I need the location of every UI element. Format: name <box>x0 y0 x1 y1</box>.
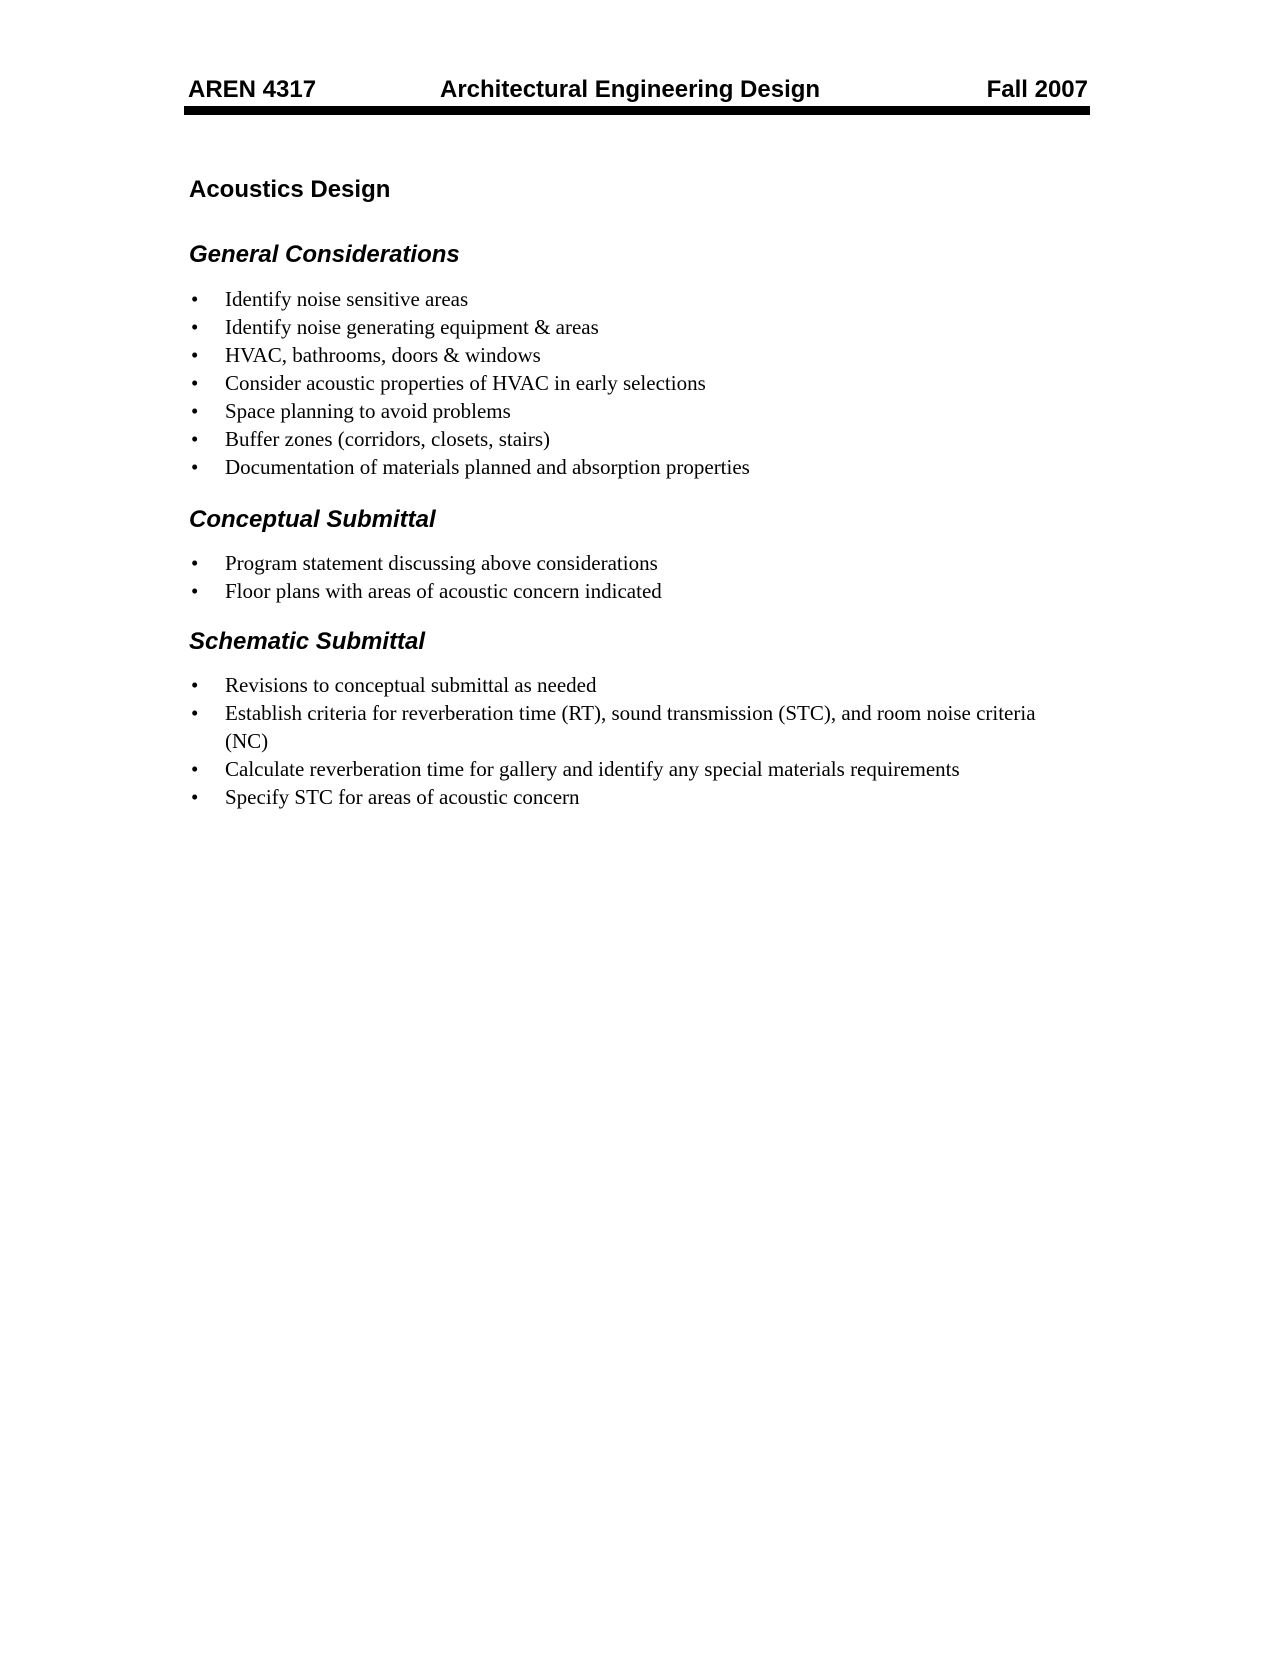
bullet-icon: • <box>191 579 199 603</box>
list-item <box>189 671 1089 699</box>
bullet-icon: • <box>191 399 199 423</box>
list-item-text: Space planning to avoid problems <box>225 399 511 423</box>
list-item-text: Establish criteria for reverberation time (RT), sound transmission (STC), and room noise criteria (NC) <box>225 701 1036 753</box>
bullet-icon: • <box>191 551 199 575</box>
course-code: AREN 4317 <box>188 76 317 103</box>
list-item-text: Documentation of materials planned and absorption properties <box>225 455 750 479</box>
list-item <box>189 313 1089 341</box>
general-considerations-list <box>189 285 1089 481</box>
list-item <box>189 397 1089 425</box>
list-item-text: Identify noise generating equipment & areas <box>225 315 599 339</box>
section-heading-conceptual-submittal: Conceptual Submittal <box>189 506 436 533</box>
list-item-text: Specify STC for areas of acoustic concern <box>225 785 580 809</box>
list-item <box>189 549 1089 577</box>
list-item <box>189 755 1089 783</box>
list-item-text: Calculate reverberation time for gallery and identify any special materials requirements <box>225 757 960 781</box>
list-item <box>189 341 1089 369</box>
list-item <box>189 285 1089 313</box>
course-title: Architectural Engineering Design <box>440 76 821 103</box>
bullet-icon: • <box>191 673 199 697</box>
list-item-text: Buffer zones (corridors, closets, stairs) <box>225 427 551 451</box>
page-header <box>188 72 1088 108</box>
conceptual-submittal-list <box>189 549 1089 605</box>
list-item <box>189 699 1055 755</box>
list-item-text: Program statement discussing above considerations <box>225 551 658 575</box>
bullet-icon: • <box>191 343 199 367</box>
list-item <box>189 369 1089 397</box>
schematic-submittal-list <box>189 671 1089 811</box>
list-item-text: Consider acoustic properties of HVAC in early selections <box>225 371 706 395</box>
bullet-icon: • <box>191 785 199 809</box>
bullet-icon: • <box>191 371 199 395</box>
term: Fall 2007 <box>986 76 1088 103</box>
bullet-icon: • <box>191 455 199 479</box>
bullet-icon: • <box>191 315 199 339</box>
bullet-icon: • <box>191 427 199 451</box>
list-item-text: Identify noise sensitive areas <box>225 287 469 311</box>
bullet-icon: • <box>191 757 199 781</box>
section-heading-schematic-submittal: Schematic Submittal <box>189 628 426 655</box>
list-item-text: Floor plans with areas of acoustic concern indicated <box>225 579 662 603</box>
bullet-icon: • <box>191 287 199 311</box>
section-heading-general-considerations: General Considerations <box>189 241 460 268</box>
list-item <box>189 453 1089 481</box>
document-title: Acoustics Design <box>189 176 391 203</box>
header-rule <box>184 106 1090 115</box>
list-item-text: HVAC, bathrooms, doors & windows <box>225 343 541 367</box>
list-item <box>189 425 1089 453</box>
list-item <box>189 783 1089 811</box>
bullet-icon: • <box>191 701 199 725</box>
list-item-text: Revisions to conceptual submittal as needed <box>225 673 597 697</box>
list-item <box>189 577 1089 605</box>
